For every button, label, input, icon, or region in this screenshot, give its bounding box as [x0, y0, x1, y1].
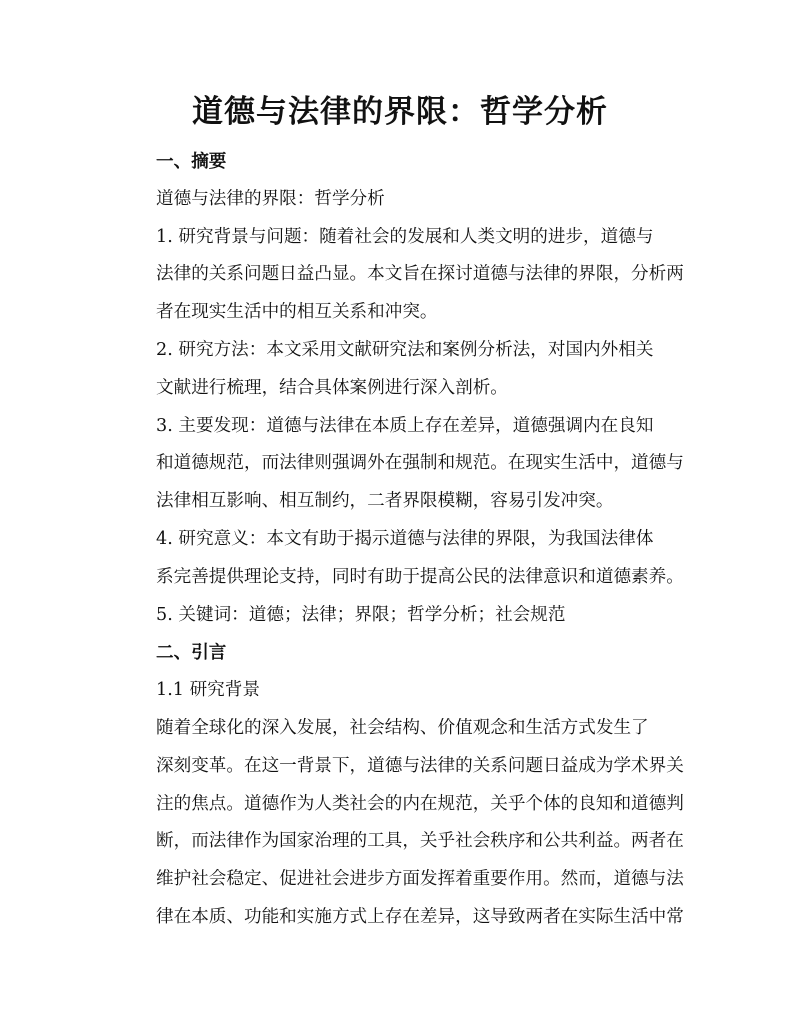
document-title: 道德与法律的界限：哲学分析	[192, 94, 608, 130]
text-line: 注的焦点。道德作为人类社会的内在规范，关乎个体的良知和道德判	[156, 793, 684, 814]
text-line: 文献进行梳理，结合具体案例进行深入剖析。	[156, 377, 508, 398]
text-line: 3. 主要发现：道德与法律在本质上存在差异，道德强调内在良知	[156, 415, 654, 436]
paragraph	[122, 597, 682, 635]
text-line: 系完善提供理论支持，同时有助于提高公民的法律意识和道德素养。	[156, 566, 684, 587]
paragraph	[122, 521, 682, 597]
document-body	[122, 143, 682, 937]
text-line: 5. 关键词：道德；法律；界限；哲学分析；社会规范	[156, 604, 566, 625]
text-line: 4. 研究意义：本文有助于揭示道德与法律的界限，为我国法律体	[156, 528, 654, 549]
paragraph	[122, 181, 682, 219]
text-line: 和道德规范，而法律则强调外在强制和规范。在现实生活中，道德与	[156, 453, 684, 474]
paragraph	[122, 408, 682, 521]
text-line: 维护社会稳定、促进社会进步方面发挥着重要作用。然而，道德与法	[156, 869, 684, 890]
section-heading-abstract: 一、摘要	[156, 151, 227, 172]
text-line: 随着全球化的深入发展，社会结构、价值观念和生活方式发生了	[156, 717, 649, 738]
section-heading-introduction: 二、引言	[156, 642, 227, 664]
text-line: 者在现实生活中的相互关系和冲突。	[156, 302, 438, 323]
text-line: 法律的关系问题日益凸显。本文旨在探讨道德与法律的界限，分析两	[156, 264, 684, 285]
text-line: 法律相互影响、相互制约，二者界限模糊，容易引发冲突。	[156, 491, 614, 512]
text-line: 律在本质、功能和实施方式上存在差异，这导致两者在实际生活中常	[156, 906, 684, 927]
paragraph	[122, 332, 682, 408]
text-line: 道德与法律的界限：哲学分析	[156, 188, 385, 209]
text-line: 2. 研究方法：本文采用文献研究法和案例分析法，对国内外相关	[156, 339, 654, 360]
text-line: 1.1 研究背景	[156, 680, 260, 701]
paragraph	[122, 219, 682, 332]
text-line: 深刻变革。在这一背景下，道德与法律的关系问题日益成为学术界关	[156, 755, 684, 776]
subheading	[122, 672, 682, 710]
text-line: 断，而法律作为国家治理的工具，关乎社会秩序和公共利益。两者在	[156, 831, 684, 852]
text-line: 1. 研究背景与问题：随着社会的发展和人类文明的进步，道德与	[156, 226, 654, 247]
paragraph	[122, 710, 682, 937]
